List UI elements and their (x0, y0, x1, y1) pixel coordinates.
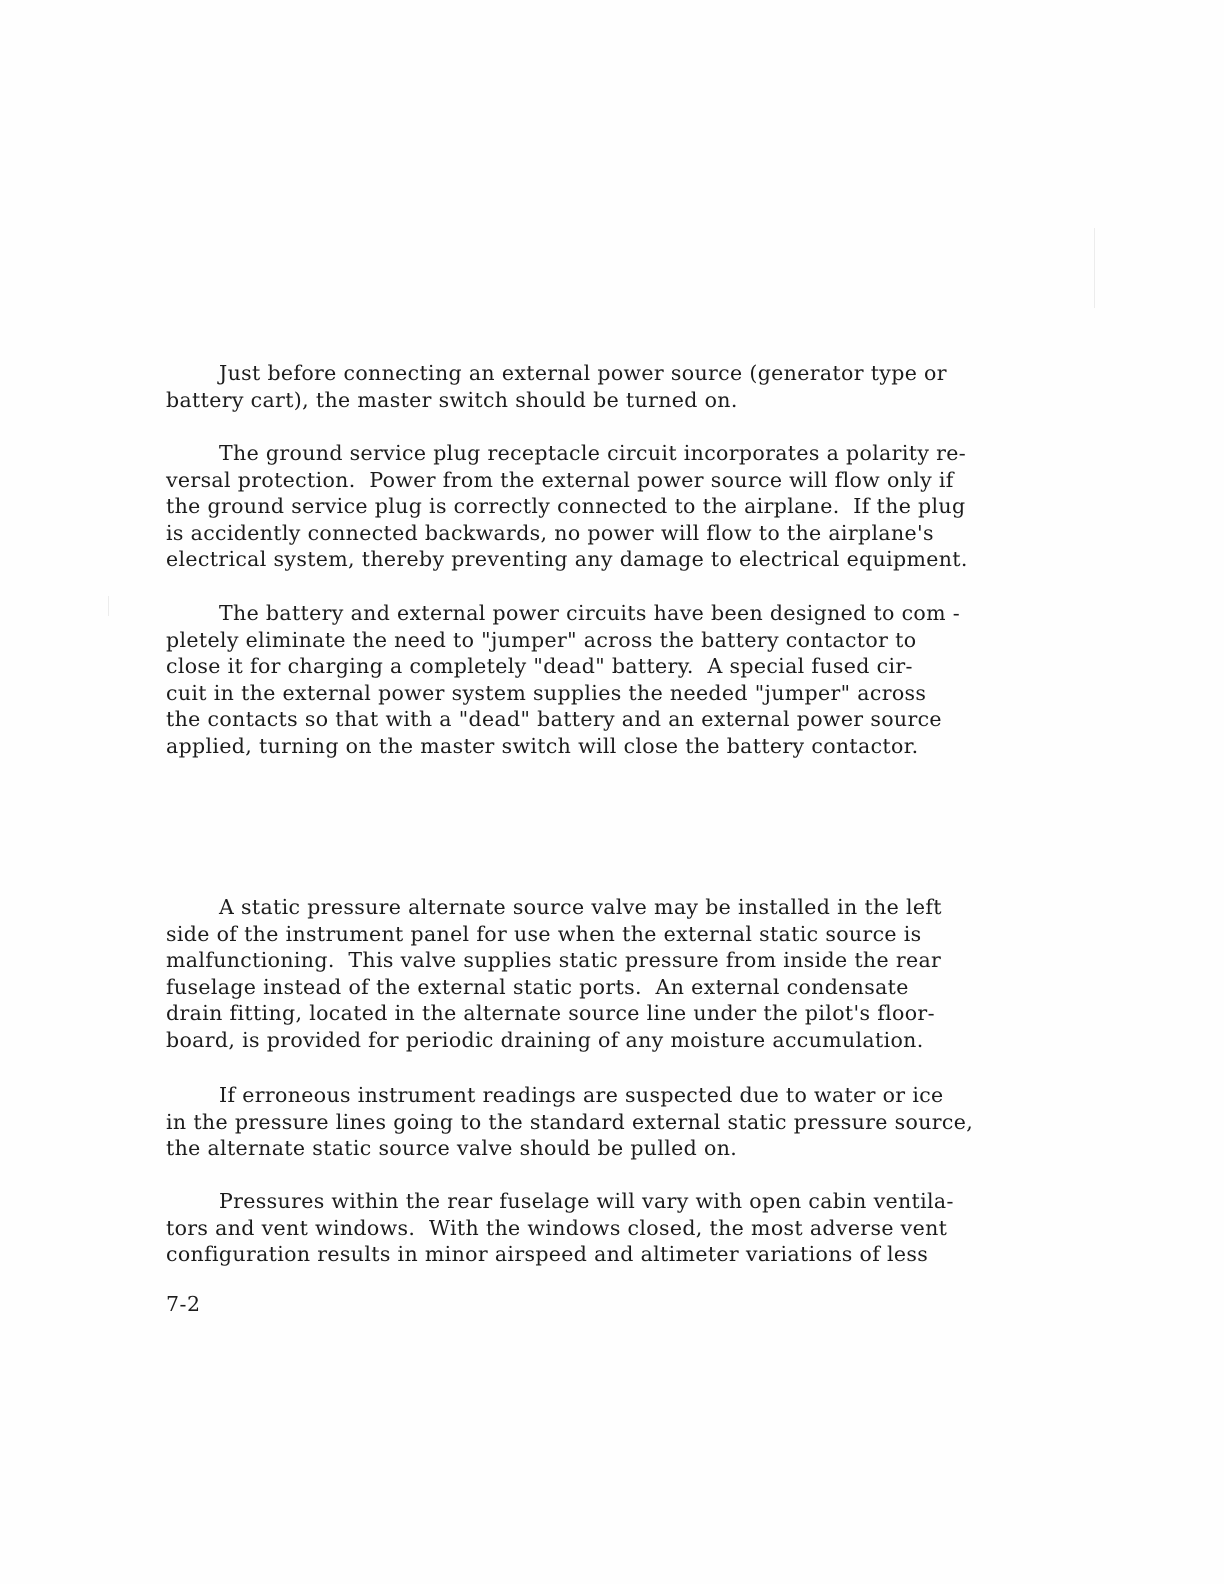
paragraph-rear-fuselage-pressures (166, 1188, 954, 1268)
text-line: fuselage instead of the external static ports. An external condensate (166, 974, 909, 999)
text-line: close it for charging a completely "dead" battery. A special fused cir- (166, 654, 913, 678)
text-line: versal protection. Power from the external power source will flow only if (166, 467, 954, 492)
text-line: configuration results in minor airspeed and altimeter variations of less (166, 1242, 929, 1266)
text-line: A static pressure alternate source valve may be installed in the left (219, 895, 942, 919)
text-line: malfunctioning. This valve supplies static pressure from inside the rear (166, 948, 942, 972)
paragraph-battery-jumper (166, 600, 960, 759)
text-line: tors and vent windows. With the windows closed, the most adverse vent (166, 1215, 948, 1240)
text-line: pletely eliminate the need to "jumper" across the battery contactor to (166, 627, 917, 652)
paragraph-external-power-intro (166, 360, 947, 413)
text-line: side of the instrument panel for use when the external static source is (166, 921, 922, 946)
scan-margin-mark (1094, 228, 1095, 308)
text-line: The battery and external power circuits have been designed to com - (219, 601, 961, 625)
text-line: applied, turning on the master switch will close the battery contactor. (166, 733, 919, 758)
text-line: is accidently connected backwards, no power will flow to the airplane's (166, 520, 934, 545)
text-line: in the pressure lines going to the standard external static pressure source, (166, 1109, 974, 1134)
text-line: the alternate static source valve should be pulled on. (166, 1136, 738, 1160)
text-line: drain fitting, located in the alternate source line under the pilot's floor- (166, 1001, 935, 1025)
text-line: the ground service plug is correctly connected to the airplane. If the plug (166, 494, 966, 518)
text-line: the contacts so that with a "dead" battery and an external power source (166, 707, 942, 731)
text-line: If erroneous instrument readings are suspected due to water or ice (219, 1083, 944, 1107)
paragraph-polarity-protection (166, 440, 968, 573)
text-line: cuit in the external power system supplies the needed "jumper" across (166, 680, 927, 705)
text-line: battery cart), the master switch should be turned on. (166, 387, 738, 412)
paragraph-erroneous-readings (166, 1082, 973, 1162)
page-number: 7-2 (166, 1292, 201, 1316)
text-line: Pressures within the rear fuselage will vary with open cabin ventila- (219, 1189, 954, 1213)
text-line: board, is provided for periodic draining of any moisture accumulation. (166, 1027, 924, 1052)
text-line: The ground service plug receptacle circuit incorporates a polarity re- (219, 441, 967, 465)
paragraph-static-pressure-valve (166, 894, 942, 1053)
scan-margin-mark (108, 596, 109, 616)
text-line: Just before connecting an external power source (generator type or (219, 361, 947, 385)
text-line: electrical system, thereby preventing any damage to electrical equipment. (166, 547, 968, 571)
